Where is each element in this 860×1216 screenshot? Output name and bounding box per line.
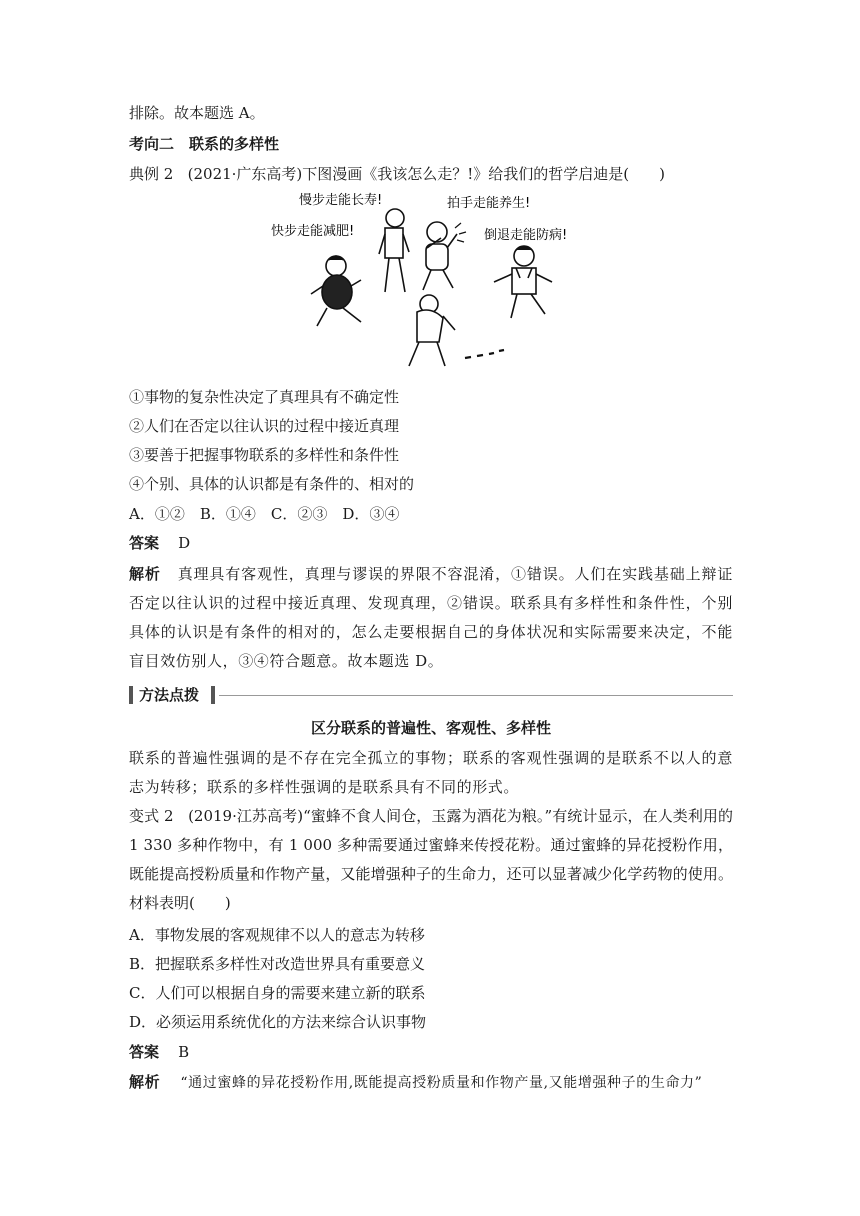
answer-label: 答案 (129, 534, 160, 552)
method-body: 联系的普遍性强调的是不存在完全孤立的事物；联系的客观性强调的是联系不以人的意志为转移；联系的多样性强调的是联系具有不同的形式。 (129, 749, 733, 796)
example-option-1: ①事物的复杂性决定了真理具有不确定性 (129, 388, 400, 406)
variant-analysis-label: 解析 (129, 1073, 161, 1091)
example-option-4: ④个别、具体的认识都是有条件的、相对的 (129, 475, 415, 493)
caption-clap-walk: 拍手走能养生! (447, 196, 531, 211)
analysis-text: 真理具有客观性，真理与谬误的界限不容混淆，①错误。人们在实践基础上辩证否定以往认识的过程中接近真理、发现真理，②错误。联系具有多样性和条件性，个别具体的认识是有条件的相对的，怎么走要根据自己的身体状况和实际需要来决定，不能盲目效仿别人，③④符合题意。故本题选 D。 (129, 565, 733, 670)
variant-analysis (129, 1072, 702, 1093)
variant-answer-label: 答案 (129, 1043, 160, 1061)
example-answer (129, 533, 190, 553)
variant-answer-value: B (178, 1043, 190, 1061)
figure-slow-walker (379, 209, 409, 292)
method-marker-right (211, 686, 215, 704)
example-analysis (129, 560, 733, 676)
variant-answer (129, 1042, 189, 1062)
prev-analysis-tail: 排除。故本题选 A。 (129, 104, 265, 122)
variant-stem-text: (2019·江苏高考)“蜜蜂不食人间仓，玉露为酒花为粮。”有统计显示，在人类利用的 1 330 多种作物中，有 1 000 多种需要通过蜜蜂来传授花粉。通过蜜蜂的异花授粉作用，既能提高授粉质量和作物产量，又能增强种子的生命力，还可以显著减少化学药物的使用。材料表明( ) (129, 807, 733, 912)
method-divider (219, 695, 733, 696)
variant-stem (129, 802, 733, 918)
example-option-3: ③要善于把握事物联系的多样性和条件性 (129, 446, 400, 464)
variant-option-c: C．人们可以根据自身的需要来建立新的联系 (129, 984, 426, 1002)
method-title: 区分联系的普遍性、客观性、多样性 (310, 719, 551, 737)
variant-option-a: A．事物发展的客观规律不以人的意志为转移 (129, 926, 425, 944)
method-marker-left (129, 686, 133, 704)
cartoon-illustration (269, 188, 599, 378)
figure-backward-walker (494, 246, 552, 318)
caption-fast-walk: 快步走能减肥! (271, 224, 355, 239)
variant-option-b: B．把握联系多样性对改造世界具有重要意义 (129, 955, 426, 973)
example-choices: A．①② B．①④ C．②③ D．③④ (129, 505, 400, 523)
figure-fast-walker (311, 256, 361, 326)
caption-backward-walk: 倒退走能防病! (484, 228, 568, 243)
method-label: 方法点拨 (139, 686, 200, 704)
example-label: 典例 2 (129, 165, 174, 183)
variant-label: 变式 2 (129, 807, 174, 825)
figure-confused-man (409, 295, 504, 366)
answer-value: D (178, 534, 191, 552)
figure-clapping-walker (423, 222, 466, 290)
caption-slow-walk: 慢步走能长寿! (299, 193, 383, 208)
method-header (129, 684, 733, 706)
example-stem-line (129, 164, 665, 184)
section-title: 考向二 联系的多样性 (129, 135, 280, 153)
analysis-label: 解析 (129, 565, 161, 583)
example-stem: (2021·广东高考)下图漫画《我该怎么走？!》给我们的哲学启迪是( ) (187, 165, 666, 183)
variant-analysis-text: “通过蜜蜂的异花授粉作用,既能提高授粉质量和作物产量,又能增强种子的生命力” (180, 1075, 703, 1091)
example-option-2: ②人们在否定以往认识的过程中接近真理 (129, 417, 400, 435)
variant-option-d: D．必须运用系统优化的方法来综合认识事物 (129, 1013, 427, 1031)
